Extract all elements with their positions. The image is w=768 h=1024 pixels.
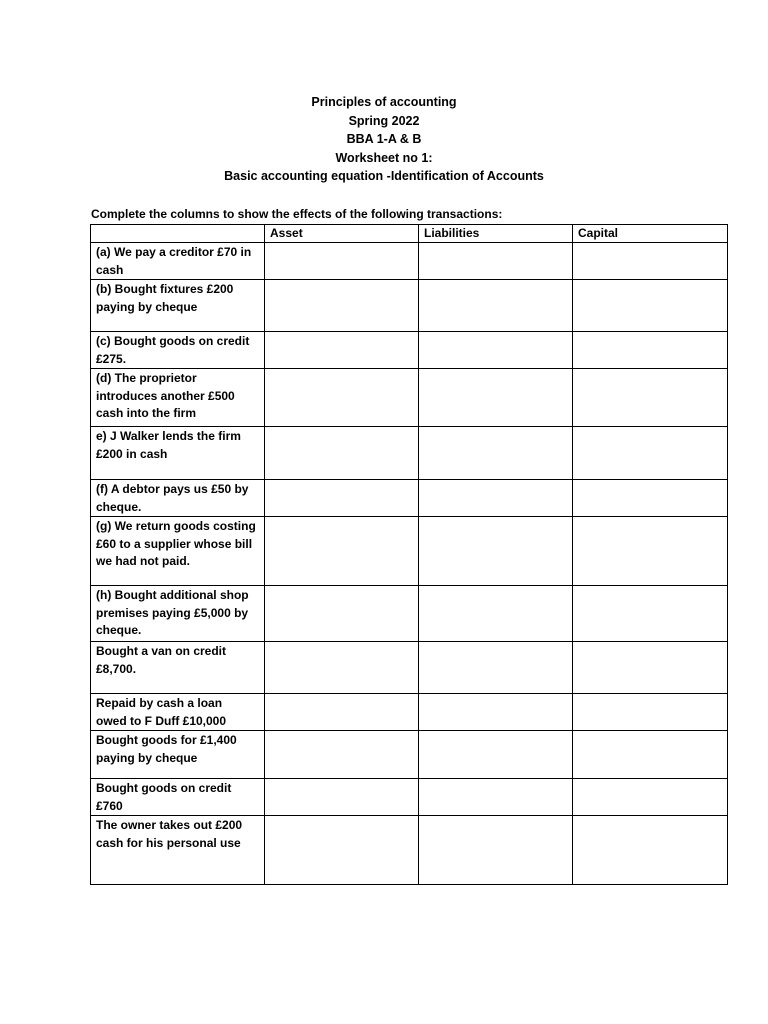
transaction-cell: (g) We return goods costing £60 to a supplier whose bill we had not paid.: [91, 517, 265, 586]
table-row: [91, 731, 728, 779]
transaction-cell: (c) Bought goods on credit £275.: [91, 332, 265, 369]
transaction-cell: Bought goods on credit £760: [91, 779, 265, 816]
table-row: [91, 480, 728, 517]
asset-cell[interactable]: [265, 243, 419, 280]
liabilities-cell[interactable]: [419, 332, 573, 369]
asset-cell[interactable]: [265, 332, 419, 369]
table-row: [91, 243, 728, 280]
asset-cell[interactable]: [265, 731, 419, 779]
capital-cell[interactable]: [573, 427, 728, 480]
capital-cell[interactable]: [573, 369, 728, 427]
transaction-cell: (b) Bought fixtures £200 paying by cheque: [91, 280, 265, 332]
transaction-cell: Bought a van on credit £8,700.: [91, 642, 265, 694]
liabilities-cell[interactable]: [419, 586, 573, 642]
asset-cell[interactable]: [265, 694, 419, 731]
capital-cell[interactable]: [573, 731, 728, 779]
column-header-capital: Capital: [573, 225, 728, 243]
capital-cell[interactable]: [573, 816, 728, 885]
capital-cell[interactable]: [573, 694, 728, 731]
transaction-cell: (a) We pay a creditor £70 in cash: [91, 243, 265, 280]
table-row: [91, 779, 728, 816]
capital-cell[interactable]: [573, 586, 728, 642]
table-header-row: [91, 225, 728, 243]
table-row: [91, 427, 728, 480]
course-title: Principles of accounting: [311, 95, 457, 109]
asset-cell[interactable]: [265, 280, 419, 332]
liabilities-cell[interactable]: [419, 642, 573, 694]
transaction-cell: (f) A debtor pays us £50 by cheque.: [91, 480, 265, 517]
capital-cell[interactable]: [573, 517, 728, 586]
column-header-liabilities: Liabilities: [419, 225, 573, 243]
worksheet-topic: Basic accounting equation -Identification of Accounts: [224, 169, 544, 183]
transaction-cell: (h) Bought additional shop premises paying £5,000 by cheque.: [91, 586, 265, 642]
term-label: Spring 2022: [348, 113, 420, 128]
class-label: BBA 1-A & B: [346, 132, 422, 146]
table-row: [91, 816, 728, 885]
asset-cell[interactable]: [265, 369, 419, 427]
liabilities-cell[interactable]: [419, 816, 573, 885]
table-row: [91, 280, 728, 332]
asset-cell[interactable]: [265, 517, 419, 586]
column-header-asset: Asset: [265, 225, 419, 243]
liabilities-cell[interactable]: [419, 427, 573, 480]
transaction-cell: Repaid by cash a loan owed to F Duff £10,000: [91, 694, 265, 731]
table-row: [91, 332, 728, 369]
table-row: [91, 694, 728, 731]
liabilities-cell[interactable]: [419, 694, 573, 731]
liabilities-cell[interactable]: [419, 517, 573, 586]
table-row: [91, 369, 728, 427]
table-row: [91, 517, 728, 586]
table-row: [91, 642, 728, 694]
asset-cell[interactable]: [265, 586, 419, 642]
table-row: [91, 586, 728, 642]
liabilities-cell[interactable]: [419, 243, 573, 280]
asset-cell[interactable]: [265, 427, 419, 480]
transactions-table: [90, 224, 728, 885]
liabilities-cell[interactable]: [419, 731, 573, 779]
column-header-transaction: [91, 225, 265, 243]
transaction-cell: (d) The proprietor introduces another £500 cash into the firm: [91, 369, 265, 427]
liabilities-cell[interactable]: [419, 480, 573, 517]
capital-cell[interactable]: [573, 243, 728, 280]
asset-cell[interactable]: [265, 816, 419, 885]
asset-cell[interactable]: [265, 779, 419, 816]
transaction-cell: e) J Walker lends the firm £200 in cash: [91, 427, 265, 480]
capital-cell[interactable]: [573, 779, 728, 816]
capital-cell[interactable]: [573, 280, 728, 332]
capital-cell[interactable]: [573, 480, 728, 517]
instructions-text: Complete the columns to show the effects of the following transactions:: [91, 207, 503, 221]
liabilities-cell[interactable]: [419, 280, 573, 332]
asset-cell[interactable]: [265, 642, 419, 694]
liabilities-cell[interactable]: [419, 369, 573, 427]
asset-cell[interactable]: [265, 480, 419, 517]
capital-cell[interactable]: [573, 642, 728, 694]
worksheet-number: Worksheet no 1:: [335, 150, 433, 165]
liabilities-cell[interactable]: [419, 779, 573, 816]
capital-cell[interactable]: [573, 332, 728, 369]
transaction-cell: The owner takes out £200 cash for his personal use: [91, 816, 265, 885]
transaction-cell: Bought goods for £1,400 paying by cheque: [91, 731, 265, 779]
worksheet-header: [0, 93, 768, 186]
